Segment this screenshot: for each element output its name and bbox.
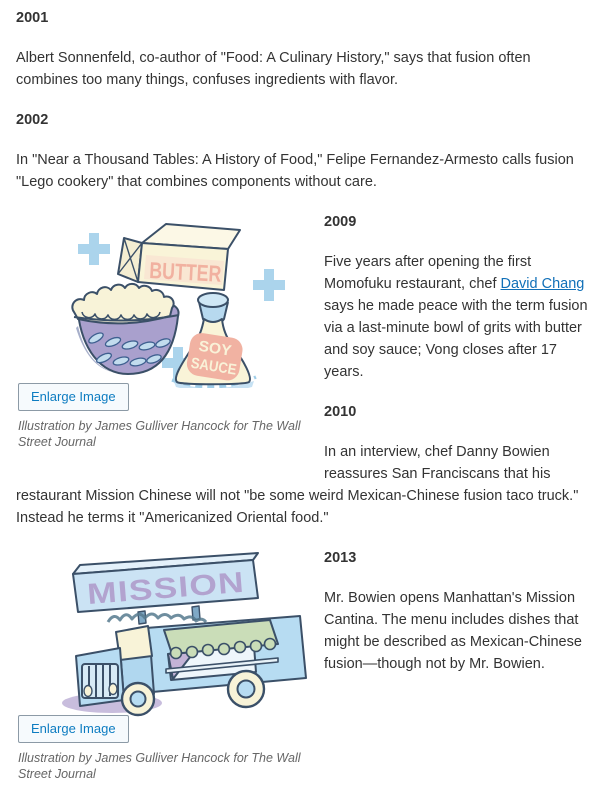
- svg-text:MISSION: MISSION: [86, 568, 218, 611]
- year-heading-2001: 2001: [16, 10, 49, 26]
- entry-text-2013: Mr. Bowien opens Manhattan's Mission Cantina. The menu includes dishes that might be described as Mexican-Chinese fusion—though not by Mr. Bowien.: [324, 590, 582, 672]
- mission-sign: [73, 553, 258, 612]
- butter-shape: [118, 224, 244, 290]
- figure-butter-grits-soy: [16, 216, 312, 450]
- year-heading-2009: 2009: [324, 214, 357, 230]
- enlarge-image-button[interactable]: Enlarge Image: [18, 383, 129, 411]
- svg-text:BUTTER: BUTTER: [148, 257, 244, 288]
- entry-2009-before-link: Five years after opening the first Momofuku restaurant, chef: [324, 254, 532, 292]
- butter-grits-soy-illustration: [16, 216, 308, 388]
- mission-food-truck-illustration: [16, 552, 308, 720]
- year-heading-2010: 2010: [324, 404, 357, 420]
- svg-text:SOY: SOY: [197, 337, 232, 360]
- entry-2009-after-link: says he made peace with the term fusion via a last-minute bowl of grits with butter and soy sauce; Vong closes after 17 years.: [324, 298, 588, 380]
- figure-caption: Illustration by James Gulliver Hancock for The Wall Street Journal: [18, 419, 301, 449]
- enlarge-image-button[interactable]: Enlarge Image: [18, 715, 129, 743]
- entry-text-2001: Albert Sonnenfeld, co-author of "Food: A Culinary History," says that fusion often combines too many things, confuses ingredients with flavor.: [16, 50, 531, 88]
- svg-text:SAUCE: SAUCE: [189, 354, 245, 380]
- year-heading-2013: 2013: [324, 550, 357, 566]
- figure-mission-truck: [16, 552, 312, 782]
- year-heading-2002: 2002: [16, 112, 49, 128]
- soy-sauce-bottle-shape: [172, 293, 256, 388]
- david-chang-link[interactable]: David Chang: [500, 276, 585, 292]
- entry-text-2010: In an interview, chef Danny Bowien reassures San Franciscans that his restaurant Mission Chinese will not "be some weird Mexican-Chinese fusion taco truck." Instead he terms it "Americanized Oriental food.": [16, 444, 579, 526]
- entry-text-2002: In "Near a Thousand Tables: A History of Food," Felipe Fernandez-Armesto calls fusion "Lego cookery" that combines components without care.: [16, 152, 574, 190]
- figure-caption: Illustration by James Gulliver Hancock for The Wall Street Journal: [18, 751, 301, 781]
